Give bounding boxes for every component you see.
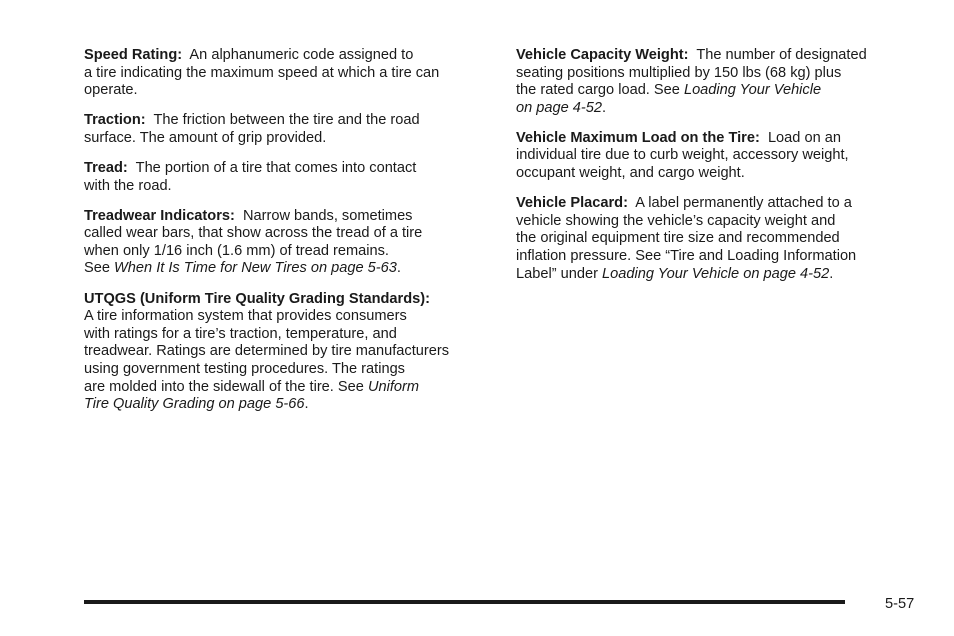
cross-reference-link[interactable]: When It Is Time for New Tires on page 5-63 [114,260,397,277]
definition-line: with ratings for a tire’s traction, temperature, and [84,325,397,342]
glossary-term: Speed Rating: [84,47,183,63]
definition-line: seating positions multiplied by 150 lbs (68 kg) plus [516,64,842,81]
glossary-term: UTQGS (Uniform Tire Quality Grading Standards): [84,290,430,307]
left-column [84,47,496,426]
definition-line: treadwear. Ratings are determined by tire manufacturers [84,343,450,360]
definition-line: A tire information system that provides consumers [84,308,407,325]
definition-line: occupant weight, and cargo weight. [516,165,745,182]
page-number: 5-57 [885,596,915,612]
glossary-entry-speed-rating [84,47,496,100]
footer-rule [84,600,845,604]
definition-line: the original equipment tire size and recommended [516,230,840,247]
glossary-term: Traction: [84,112,146,129]
glossary-term: Tread: [84,159,128,176]
definition-line: a tire indicating the maximum speed at which a tire can [84,64,440,81]
definition-line: when only 1/16 inch (1.6 mm) of tread remains. [84,242,389,259]
definition-line: Load on an [767,129,841,146]
reference-suffix: . [829,265,834,282]
reference-suffix: . [602,99,607,116]
reference-suffix: . [396,260,401,277]
glossary-entry-traction [84,112,496,147]
see-prefix: Label” under [516,265,603,282]
glossary-term: Vehicle Maximum Load on the Tire: [516,129,760,146]
definition-line: operate. [84,82,138,99]
glossary-entry-vehicle-maximum-load [516,130,916,183]
see-prefix: are molded into the sidewall of the tire. See [84,378,368,395]
definition-line: vehicle showing the vehicle’s capacity weight and [516,212,836,229]
cross-reference-link[interactable]: Loading Your Vehicle on page 4-52 [602,265,830,282]
cross-reference-link[interactable]: on page 4-52 [516,99,603,116]
definition-line: Narrow bands, sometimes [242,207,413,224]
definition-line: with the road. [84,177,172,194]
definition-line: The friction between the tire and the road [153,112,420,129]
definition-line: A label permanently attached to a [635,195,852,212]
definition-line: called wear bars, that show across the tread of a tire [84,225,423,242]
see-prefix: the rated cargo load. See [516,82,684,99]
cross-reference-link[interactable]: Uniform [367,378,420,395]
definition-line: individual tire due to curb weight, accessory weight, [516,147,849,164]
definition-line: using government testing procedures. The ratings [84,360,405,377]
definition-line: surface. The amount of grip provided. [84,129,327,146]
glossary-entry-tread [84,160,496,195]
right-column [516,47,916,296]
glossary-entry-utqgs [84,291,496,414]
glossary-term: Vehicle Placard: [516,195,628,212]
glossary-term: Vehicle Capacity Weight: [516,47,689,63]
definition-line: The portion of a tire that comes into contact [135,159,417,176]
see-prefix: See [84,260,115,277]
glossary-entry-vehicle-capacity-weight [516,47,916,117]
cross-reference-link[interactable]: Loading Your Vehicle [683,82,822,99]
glossary-entry-vehicle-placard [516,195,916,283]
definition-line: inflation pressure. See “Tire and Loading Information [516,247,857,264]
reference-suffix: . [304,396,309,413]
definition-line: An alphanumeric code assigned to [189,47,414,63]
cross-reference-link[interactable]: Tire Quality Grading on page 5-66 [84,396,305,413]
glossary-term: Treadwear Indicators: [84,207,235,224]
definition-line: The number of designated [696,47,867,63]
glossary-entry-treadwear-indicators [84,208,496,278]
